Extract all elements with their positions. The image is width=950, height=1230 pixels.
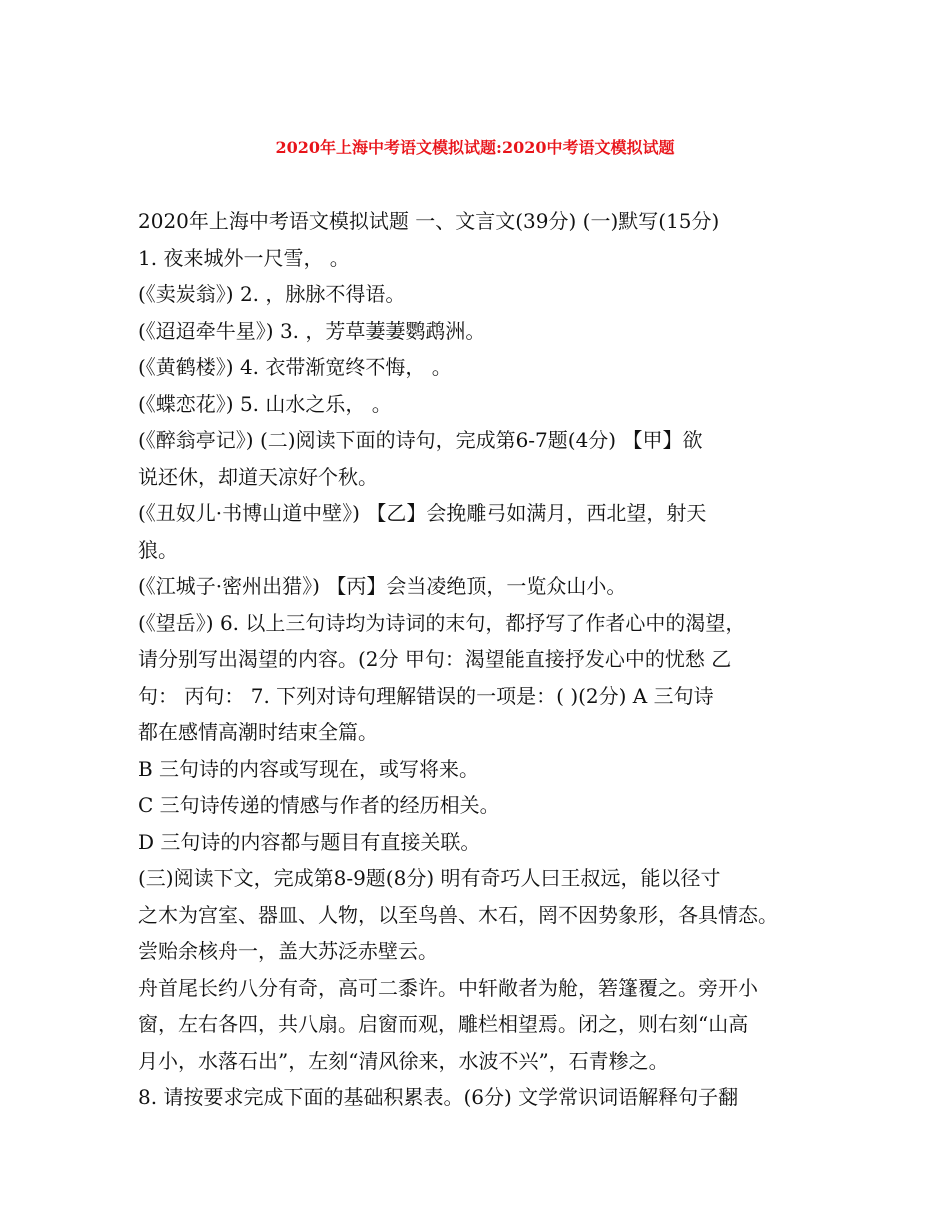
text-line: (《丑奴儿·书博山道中壁》) 【乙】会挽雕弓如满月，西北望，射天 [138, 501, 707, 525]
text-line: (《蝶恋花》) 5. 山水之乐， 。 [138, 391, 392, 416]
text-line: (《迢迢牵牛星》) 3. ，芳草萋萋鹦鹉洲。 [138, 318, 486, 343]
text-line: 请分别写出渴望的内容。(2分 甲句：渴望能直接抒发心中的忧愁 乙 [138, 647, 732, 671]
document-title: 2020年上海中考语文模拟试题:2020中考语文模拟试题 [275, 138, 675, 157]
document-body [138, 203, 828, 1116]
text-line: 都在感情高潮时结束全篇。 [138, 720, 378, 744]
text-line: 8. 请按要求完成下面的基础积累表。(6分) 文学常识词语解释句子翻 [138, 1085, 739, 1109]
text-line: 1. 夜来城外一尺雪， 。 [138, 245, 350, 270]
text-line: (《醉翁亭记》) (二)阅读下面的诗句，完成第6-7题(4分) 【甲】欲 [138, 428, 703, 452]
text-line: 句： 丙句： 7. 下列对诗句理解错误的一项是：( )(2分) A 三句诗 [138, 683, 714, 708]
text-line: C 三句诗传递的情感与作者的经历相关。 [138, 793, 500, 817]
text-line: 说还休，却道天凉好个秋。 [138, 464, 378, 489]
text-line: 狼。 [138, 537, 178, 562]
text-line: (三)阅读下文，完成第8-9题(8分) 明有奇巧人曰王叔远，能以径寸 [138, 866, 721, 890]
text-line: 月小，水落石出”，左刻“清风徐来，水波不兴”，石青糁之。 [138, 1048, 669, 1073]
text-line: 尝贻余核舟一，盖大苏泛赤壁云。 [138, 939, 438, 963]
text-line: (《卖炭翁》) 2. ，脉脉不得语。 [138, 282, 406, 306]
text-line: D 三句诗的内容都与题目有直接关联。 [138, 829, 481, 854]
text-line: (《望岳》) 6. 以上三句诗均为诗词的末句，都抒写了作者心中的渴望， [138, 610, 746, 635]
text-line: B 三句诗的内容或写现在，或写将来。 [138, 756, 480, 781]
text-line: 舟首尾长约八分有奇，高可二黍许。中轩敞者为舱，箬篷覆之。旁开小 [138, 975, 758, 1000]
text-line: 2020年上海中考语文模拟试题 一、文言文(39分) (一)默写(15分) [138, 209, 720, 233]
text-line: 窗，左右各四，共八扇。启窗而观，雕栏相望焉。闭之，则右刻“山高 [138, 1012, 749, 1036]
text-line: (《黄鹤楼》) 4. 衣带渐宽终不悔， 。 [138, 355, 452, 379]
text-line: 之木为宫室、器皿、人物，以至鸟兽、木石，罔不因势象形，各具情态。 [138, 902, 778, 927]
text-line: (《江城子·密州出猎》) 【丙】会当凌绝顶，一览众山小。 [138, 574, 627, 598]
